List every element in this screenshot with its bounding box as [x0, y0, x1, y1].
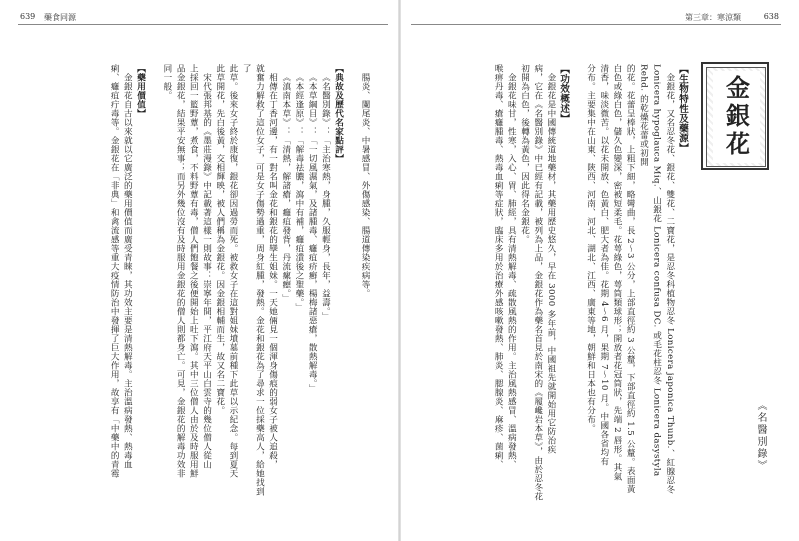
text-line: 相傳在丁香河邊，有一對名叫金花和銀花的孿生姐妹。一天她倆見一個渾身傷痕的弱女子被人追殺，	[267, 72, 278, 469]
herb-title: 金銀花	[713, 71, 760, 163]
side-note: 《名醫別錄》	[755, 400, 766, 472]
section-heading: 【典故及歷代名家點評】	[333, 64, 344, 163]
text-line: 上採回一籃野蕈，煮食，不料野蕈有毒，僧人們飽餐之後便開始上吐下瀉。其中三位僧人由於及時服用鮮	[188, 64, 199, 478]
text-line: 分布。主要集中在山東、陝西、河南、河北、湖北、江西、廣東等地，朝鮮和日本也有分布。	[585, 64, 596, 433]
text-line: 就奮力解救了這位女子，可是女子傷勢過重，周身紅腫，發熱。金花和銀花為了尋求一位採藥高人，給她找到了	[241, 64, 265, 496]
text-line: 金銀花是中國傳統道地藥材，其藥用歷史悠久，早在 3000 多年前，中國祖先就開始用它防治疾	[545, 72, 556, 454]
quote-line: 《本經逢原》：「解毒祛膿，瀉中有補，癰疽潰後之聖藥。」	[293, 72, 304, 312]
section-heading: 【藥用價值】	[135, 64, 146, 118]
text-line: 同一般。	[161, 64, 172, 100]
running-title-right: 第三章：寒涼類	[685, 13, 741, 22]
quote-line: 《本草綱目》：「一切風濕氣，及諸腫毒、癰疽疥癬，楊梅諸惡瘡，散熱解毒。」	[307, 72, 318, 393]
text-line: 白色或綠白色，儲久色變深，密被短柔毛。花萼綠色，萼筒類球形；開放者花冠筒狀，先端 2 唇形。其氣	[611, 64, 622, 482]
header-rule-left	[18, 24, 388, 25]
text-line	[147, 64, 160, 504]
section-heading: 【功效概述】	[558, 64, 570, 124]
text-line: Lonicera hypoglauca Miq.、山銀花 Lonicera confusa DC. 或毛花柱忍冬 Lonicera dasystyla Rehd. 的乾燥花蕾或初開	[638, 64, 662, 477]
text-line: 金銀花自古以來就以它廣泛的藥用價值而廣受青睞，其功效主要是清熱解毒。主治溫病發熱、熱毒血	[122, 72, 133, 469]
text-line: 宋代張邦基的《墨莊漫錄》中記載著這樣一則故事：崇寧年間，平江府天平山白雲寺的幾位僧人從山	[201, 72, 212, 469]
text-line: 此草開花，先白後黃，交相輝映，被人們稱為金銀花。因金銀相輔而生，故又名二寶花。	[214, 64, 225, 415]
text-line: 金銀花味甘，性寒，入心、胃、肺經，具有清熱解毒、疏散風熱的作用。主治風熱感冒、溫病發熱、	[506, 72, 517, 469]
title-frame	[706, 67, 766, 167]
right-text-block	[411, 64, 689, 504]
page-number-left: 639	[20, 12, 36, 21]
running-title-left: 藥食同源	[44, 13, 76, 22]
text-line: 品金銀花，結果平安無事；而另外幾位沒有及時服用金銀花的僧人則都身亡。可見，金銀花的解毒功效非	[175, 64, 186, 478]
text-line: 痢、癰疽疔毒等。金銀花在「非典」和禽流感等重大疫情防治中發揮了巨大作用，故享有「中藥中的青霉	[109, 64, 120, 478]
section-heading: 【生物特性及藥源】	[677, 64, 688, 154]
text-line: 此草。後來女子終於康復，銀花卻因過勞而死。被救女子在這對姐妹墳墓前種下此草以示紀念。每到夏天	[227, 64, 238, 478]
text-line: 的花。花蕾呈棒狀，上粗下細，略彎曲，長 2～3 公分，上部直徑約 3 公釐，下部直徑約 1.5 公釐。表面黃	[625, 64, 636, 494]
page-number-right: 638	[763, 12, 779, 21]
text-line: 喉痹丹毒、瘡癰腫毒、熱毒血痢等症狀，臨床多用於治療外感咳嗽發熱、肺炎、腮腺炎、麻疹、菌痢、	[493, 64, 504, 469]
quote-line: 《名醫別錄》：「主治寒熱，身腫，久服輕身，長年，益壽。」	[320, 72, 331, 321]
text-line: 金銀花，又名忍冬花、銀花、雙花、二寶花，是忍冬科植物忍冬 Lonicera japonica Thunb.、紅腺忍冬	[664, 72, 675, 494]
left-text-block	[11, 64, 371, 504]
text-line: 腸炎、闌尾炎、中暑感冒、外傷感染、腸道傳染疾病等。	[360, 72, 370, 298]
right-page	[401, 0, 799, 541]
text-line: 初開為白色，後轉為黃色，因此得名金銀花。	[519, 64, 530, 244]
header-rule-right	[411, 24, 781, 25]
text-line	[345, 64, 358, 504]
text-line: 病，它在《名醫別錄》中已經有記載，被列為上品，金銀花作為藥名首見於南宋的《履巉岩本草》，由於忍冬花	[532, 64, 543, 501]
text-line: 清香，味淡微苦。以花未開放、色黃白、肥大者為佳。花期 4～6 月，果期 7～10 月。中國各省均有	[598, 64, 609, 466]
quote-line: 《滇南本草》：「清熱，解諸瘡，癰疽發背，丹流瘰癧。」	[280, 72, 291, 303]
herb-title-box	[701, 62, 769, 170]
left-page	[0, 0, 399, 541]
